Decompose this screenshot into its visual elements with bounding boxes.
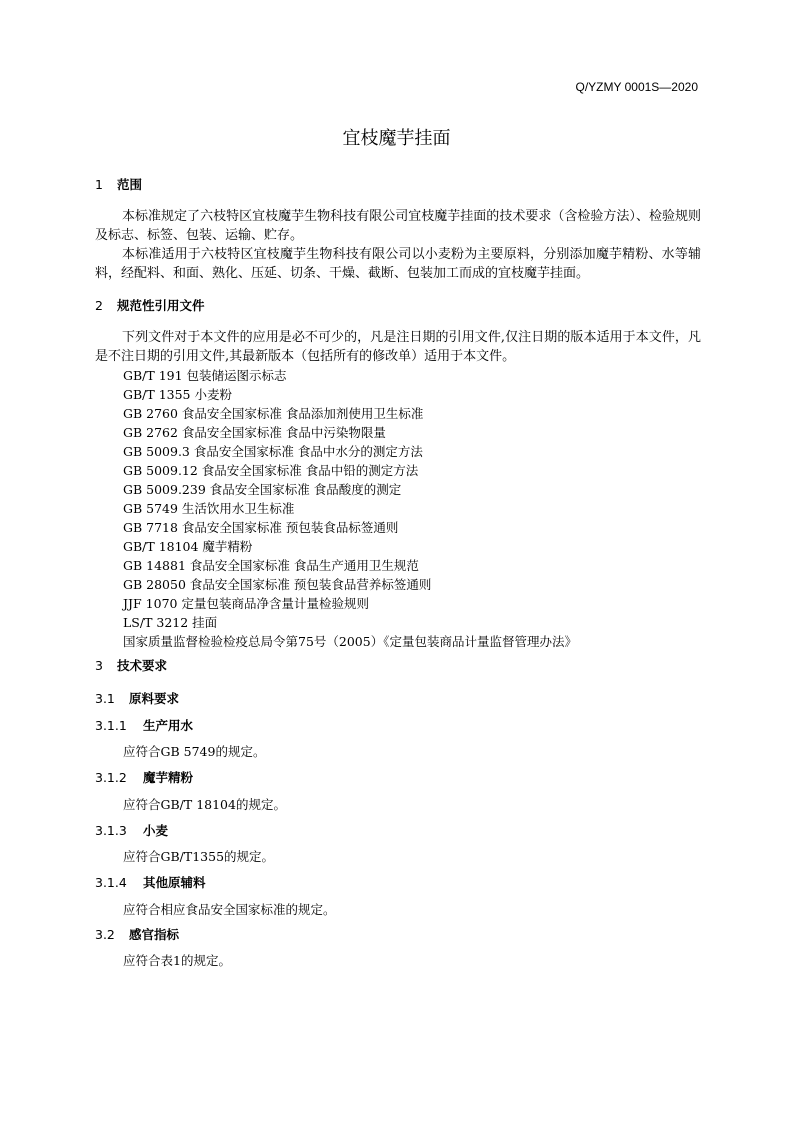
section-number: 3.2: [95, 927, 115, 942]
references-intro: 下列文件对于本文件的应用是必不可少的，凡是注日期的引用文件,仅注日期的版本适用于本文件，凡是不注日期的引用文件,其最新版本（包括所有的修改单）适用于本文件。: [95, 330, 701, 364]
subsection-3-1-4-heading: [95, 873, 206, 891]
reference-item: 国家质量监督检验检疫总局令第75号（2005）《定量包装商品计量监督管理办法》: [123, 634, 577, 649]
section-title: 规范性引用文件: [117, 298, 205, 313]
reference-item: GB 28050 食品安全国家标准 预包装食品营养标签通则: [123, 577, 432, 592]
reference-item: GB 2760 食品安全国家标准 食品添加剂使用卫生标准: [123, 406, 424, 421]
reference-item: GB 5009.12 食品安全国家标准 食品中铅的测定方法: [123, 463, 419, 478]
reference-item: GB 5009.239 食品安全国家标准 食品酸度的测定: [123, 482, 402, 497]
section-number: 3: [95, 658, 103, 673]
section-title: 原料要求: [129, 691, 180, 706]
requirement-text: 应符合GB/T 18104的规定。: [123, 797, 286, 812]
section-number: 3.1.4: [95, 875, 127, 890]
reference-item: LS/T 3212 挂面: [123, 615, 218, 630]
section-title: 魔芋精粉: [143, 770, 194, 785]
subsection-3-2-heading: [95, 925, 179, 943]
reference-item: GB 5749 生活饮用水卫生标准: [123, 501, 295, 516]
reference-item: GB/T 18104 魔芋精粉: [123, 539, 253, 554]
section-number: 3.1.3: [95, 823, 127, 838]
section-3-heading: [95, 656, 167, 674]
section-title: 生产用水: [143, 718, 194, 733]
reference-item: GB 7718 食品安全国家标准 预包装食品标签通则: [123, 520, 399, 535]
section-number: 1: [95, 177, 103, 192]
section-title: 范围: [117, 177, 143, 192]
subsection-3-1-1-heading: [95, 716, 193, 734]
section-number: 2: [95, 298, 103, 313]
section-title: 其他原辅料: [143, 875, 206, 890]
scope-paragraph-2: 本标准适用于六枝特区宜枝魔芋生物科技有限公司以小麦粉为主要原料，分别添加魔芋精粉、水等辅料，经配料、和面、熟化、压延、切条、干燥、截断、包装加工而成的宜枝魔芋挂面。: [95, 247, 701, 281]
requirement-text: 应符合表1的规定。: [123, 953, 231, 968]
subsection-3-1-heading: [95, 689, 179, 707]
requirement-text: 应符合GB/T1355的规定。: [123, 849, 275, 864]
section-number: 3.1: [95, 691, 115, 706]
section-title: 感官指标: [129, 927, 180, 942]
scope-paragraph-1: 本标准规定了六枝特区宜枝魔芋生物科技有限公司宜枝魔芋挂面的技术要求（含检验方法）、检验规则及标志、标签、包装、运输、贮存。: [95, 209, 701, 243]
requirement-text: 应符合GB 5749的规定。: [123, 744, 266, 759]
document-number: Q/YZMY 0001S—2020: [575, 80, 698, 94]
reference-item: GB 14881 食品安全国家标准 食品生产通用卫生规范: [123, 558, 419, 573]
requirement-text: 应符合相应食品安全国家标准的规定。: [123, 902, 336, 917]
reference-item: JJF 1070 定量包装商品净含量计量检验规则: [123, 596, 369, 611]
section-title: 技术要求: [117, 658, 168, 673]
subsection-3-1-2-heading: [95, 768, 193, 786]
reference-item: GB 2762 食品安全国家标准 食品中污染物限量: [123, 425, 386, 440]
section-number: 3.1.2: [95, 770, 127, 785]
section-1-heading: [95, 175, 142, 193]
section-2-heading: [95, 296, 205, 314]
document-title: 宜枝魔芋挂面: [342, 128, 451, 149]
reference-item: GB/T 191 包装储运图示标志: [123, 368, 287, 383]
subsection-3-1-3-heading: [95, 821, 168, 839]
reference-item: GB/T 1355 小麦粉: [123, 387, 232, 402]
reference-item: GB 5009.3 食品安全国家标准 食品中水分的测定方法: [123, 444, 423, 459]
section-title: 小麦: [143, 823, 169, 838]
section-number: 3.1.1: [95, 718, 127, 733]
